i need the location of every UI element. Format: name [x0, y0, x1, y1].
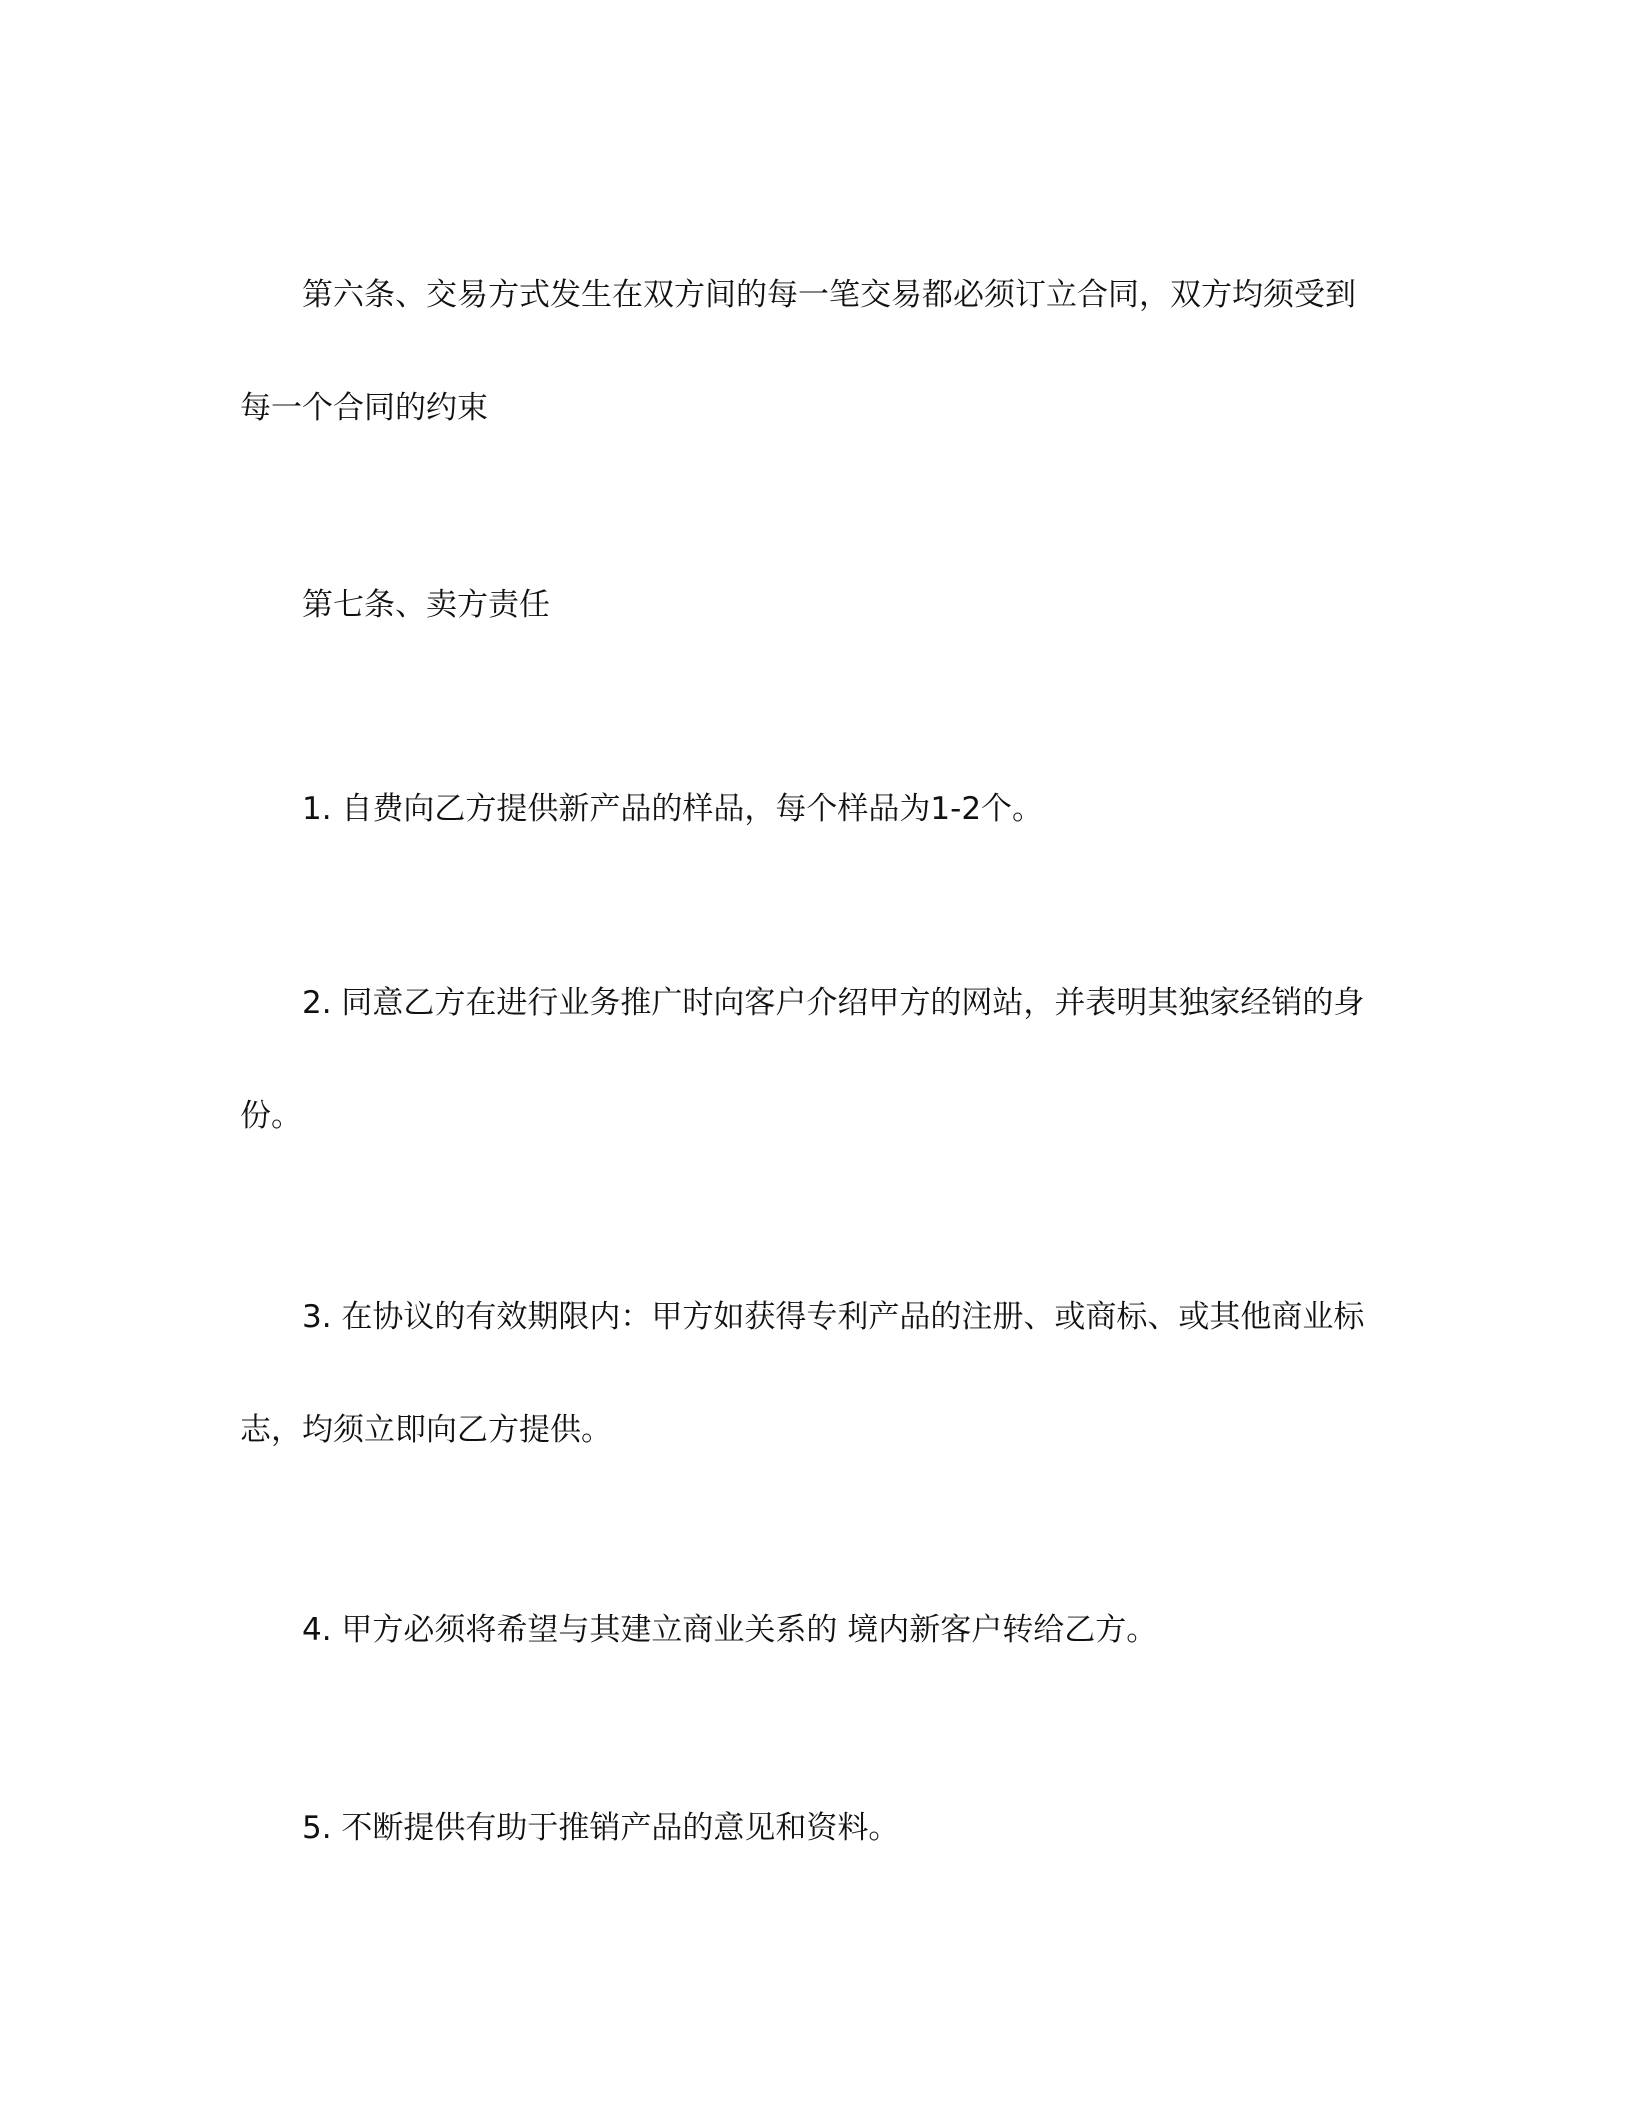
article-6-line-1: 第六条、交易方式发生在双方间的每一笔交易都必须订立合同，双方均须受到	[302, 277, 1356, 313]
clause-3-line-2: 志，均须立即向乙方提供。	[240, 1412, 612, 1448]
clause-4: 4. 甲方必须将希望与其建立商业关系的 境内新客户转给乙方。	[302, 1612, 1158, 1648]
clause-2-line-1: 2. 同意乙方在进行业务推广时向客户介绍甲方的网站，并表明其独家经销的身	[302, 985, 1365, 1021]
article-6-line-2: 每一个合同的约束	[240, 390, 488, 426]
article-7-heading: 第七条、卖方责任	[302, 587, 550, 623]
clause-5: 5. 不断提供有助于推销产品的意见和资料。	[302, 1810, 900, 1846]
clause-1: 1. 自费向乙方提供新产品的样品，每个样品为1-2个。	[302, 791, 1044, 827]
clause-3-line-1: 3. 在协议的有效期限内：甲方如获得专利产品的注册、或商标、或其他商业标	[302, 1299, 1365, 1335]
clause-2-line-2: 份。	[240, 1098, 302, 1134]
